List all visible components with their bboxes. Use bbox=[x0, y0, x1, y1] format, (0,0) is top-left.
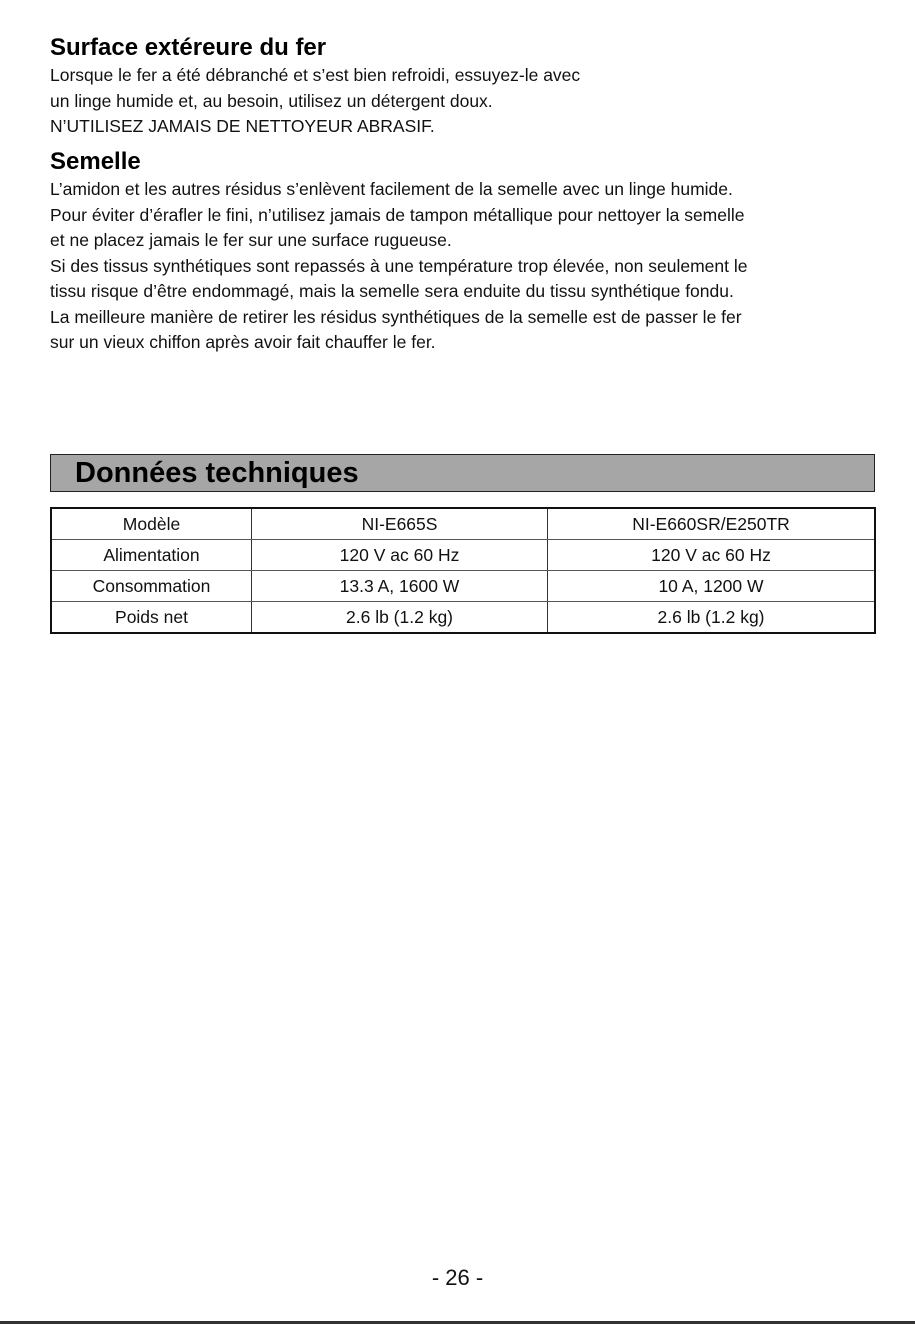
page-number: - 26 - bbox=[431, 1265, 484, 1290]
section-heading: Semelle bbox=[50, 148, 141, 175]
table-cell: 10 A, 1200 W bbox=[548, 571, 876, 602]
paragraph-line: L’amidon et les autres résidus s’enlèvent facilement de la semelle avec un linge humide. bbox=[50, 179, 733, 199]
table-row bbox=[51, 571, 875, 602]
table-cell: 2.6 lb (1.2 kg) bbox=[252, 602, 548, 634]
section-paragraph bbox=[50, 63, 880, 140]
tech-data-banner bbox=[50, 454, 875, 492]
section-paragraph bbox=[50, 177, 880, 356]
table-cell: 120 V ac 60 Hz bbox=[252, 540, 548, 571]
paragraph-line: Si des tissus synthétiques sont repassés à une température trop élevée, non seulement le bbox=[50, 255, 748, 276]
banner-title: Données techniques bbox=[75, 456, 359, 489]
paragraph-line: un linge humide et, au besoin, utilisez un détergent doux. bbox=[50, 90, 493, 111]
section-surface-exterieure bbox=[50, 34, 880, 140]
table-row bbox=[51, 508, 875, 540]
table-cell: NI-E665S bbox=[252, 508, 548, 540]
table-cell-label: Consommation bbox=[51, 571, 252, 602]
table-cell-label: Alimentation bbox=[51, 540, 252, 571]
section-heading: Surface extéreure du fer bbox=[50, 34, 327, 61]
paragraph-line: N’UTILISEZ JAMAIS DE NETTOYEUR ABRASIF. bbox=[50, 116, 435, 136]
section-semelle bbox=[50, 148, 880, 356]
paragraph-line: Lorsque le fer a été débranché et s’est bien refroidi, essuyez-le avec bbox=[50, 65, 581, 85]
paragraph-line: et ne placez jamais le fer sur une surface rugueuse. bbox=[50, 230, 452, 250]
table-row bbox=[51, 602, 875, 634]
table-cell-label: Modèle bbox=[51, 508, 252, 540]
paragraph-line: Pour éviter d’érafler le fini, n’utilisez jamais de tampon métallique pour nettoyer la semelle bbox=[50, 204, 745, 225]
table-cell: 13.3 A, 1600 W bbox=[252, 571, 548, 602]
paragraph-line: tissu risque d’être endommagé, mais la semelle sera enduite du tissu synthétique fondu. bbox=[50, 281, 734, 301]
paragraph-line: sur un vieux chiffon après avoir fait chauffer le fer. bbox=[50, 332, 436, 352]
table-row bbox=[51, 540, 875, 571]
table-cell-label: Poids net bbox=[51, 602, 252, 634]
table-cell: 2.6 lb (1.2 kg) bbox=[657, 606, 765, 627]
table-cell: 120 V ac 60 Hz bbox=[548, 540, 876, 571]
spec-table bbox=[50, 507, 876, 634]
paragraph-line: La meilleure manière de retirer les résidus synthétiques de la semelle est de passer le fer bbox=[50, 306, 742, 327]
table-cell: NI-E660SR/E250TR bbox=[548, 508, 876, 540]
